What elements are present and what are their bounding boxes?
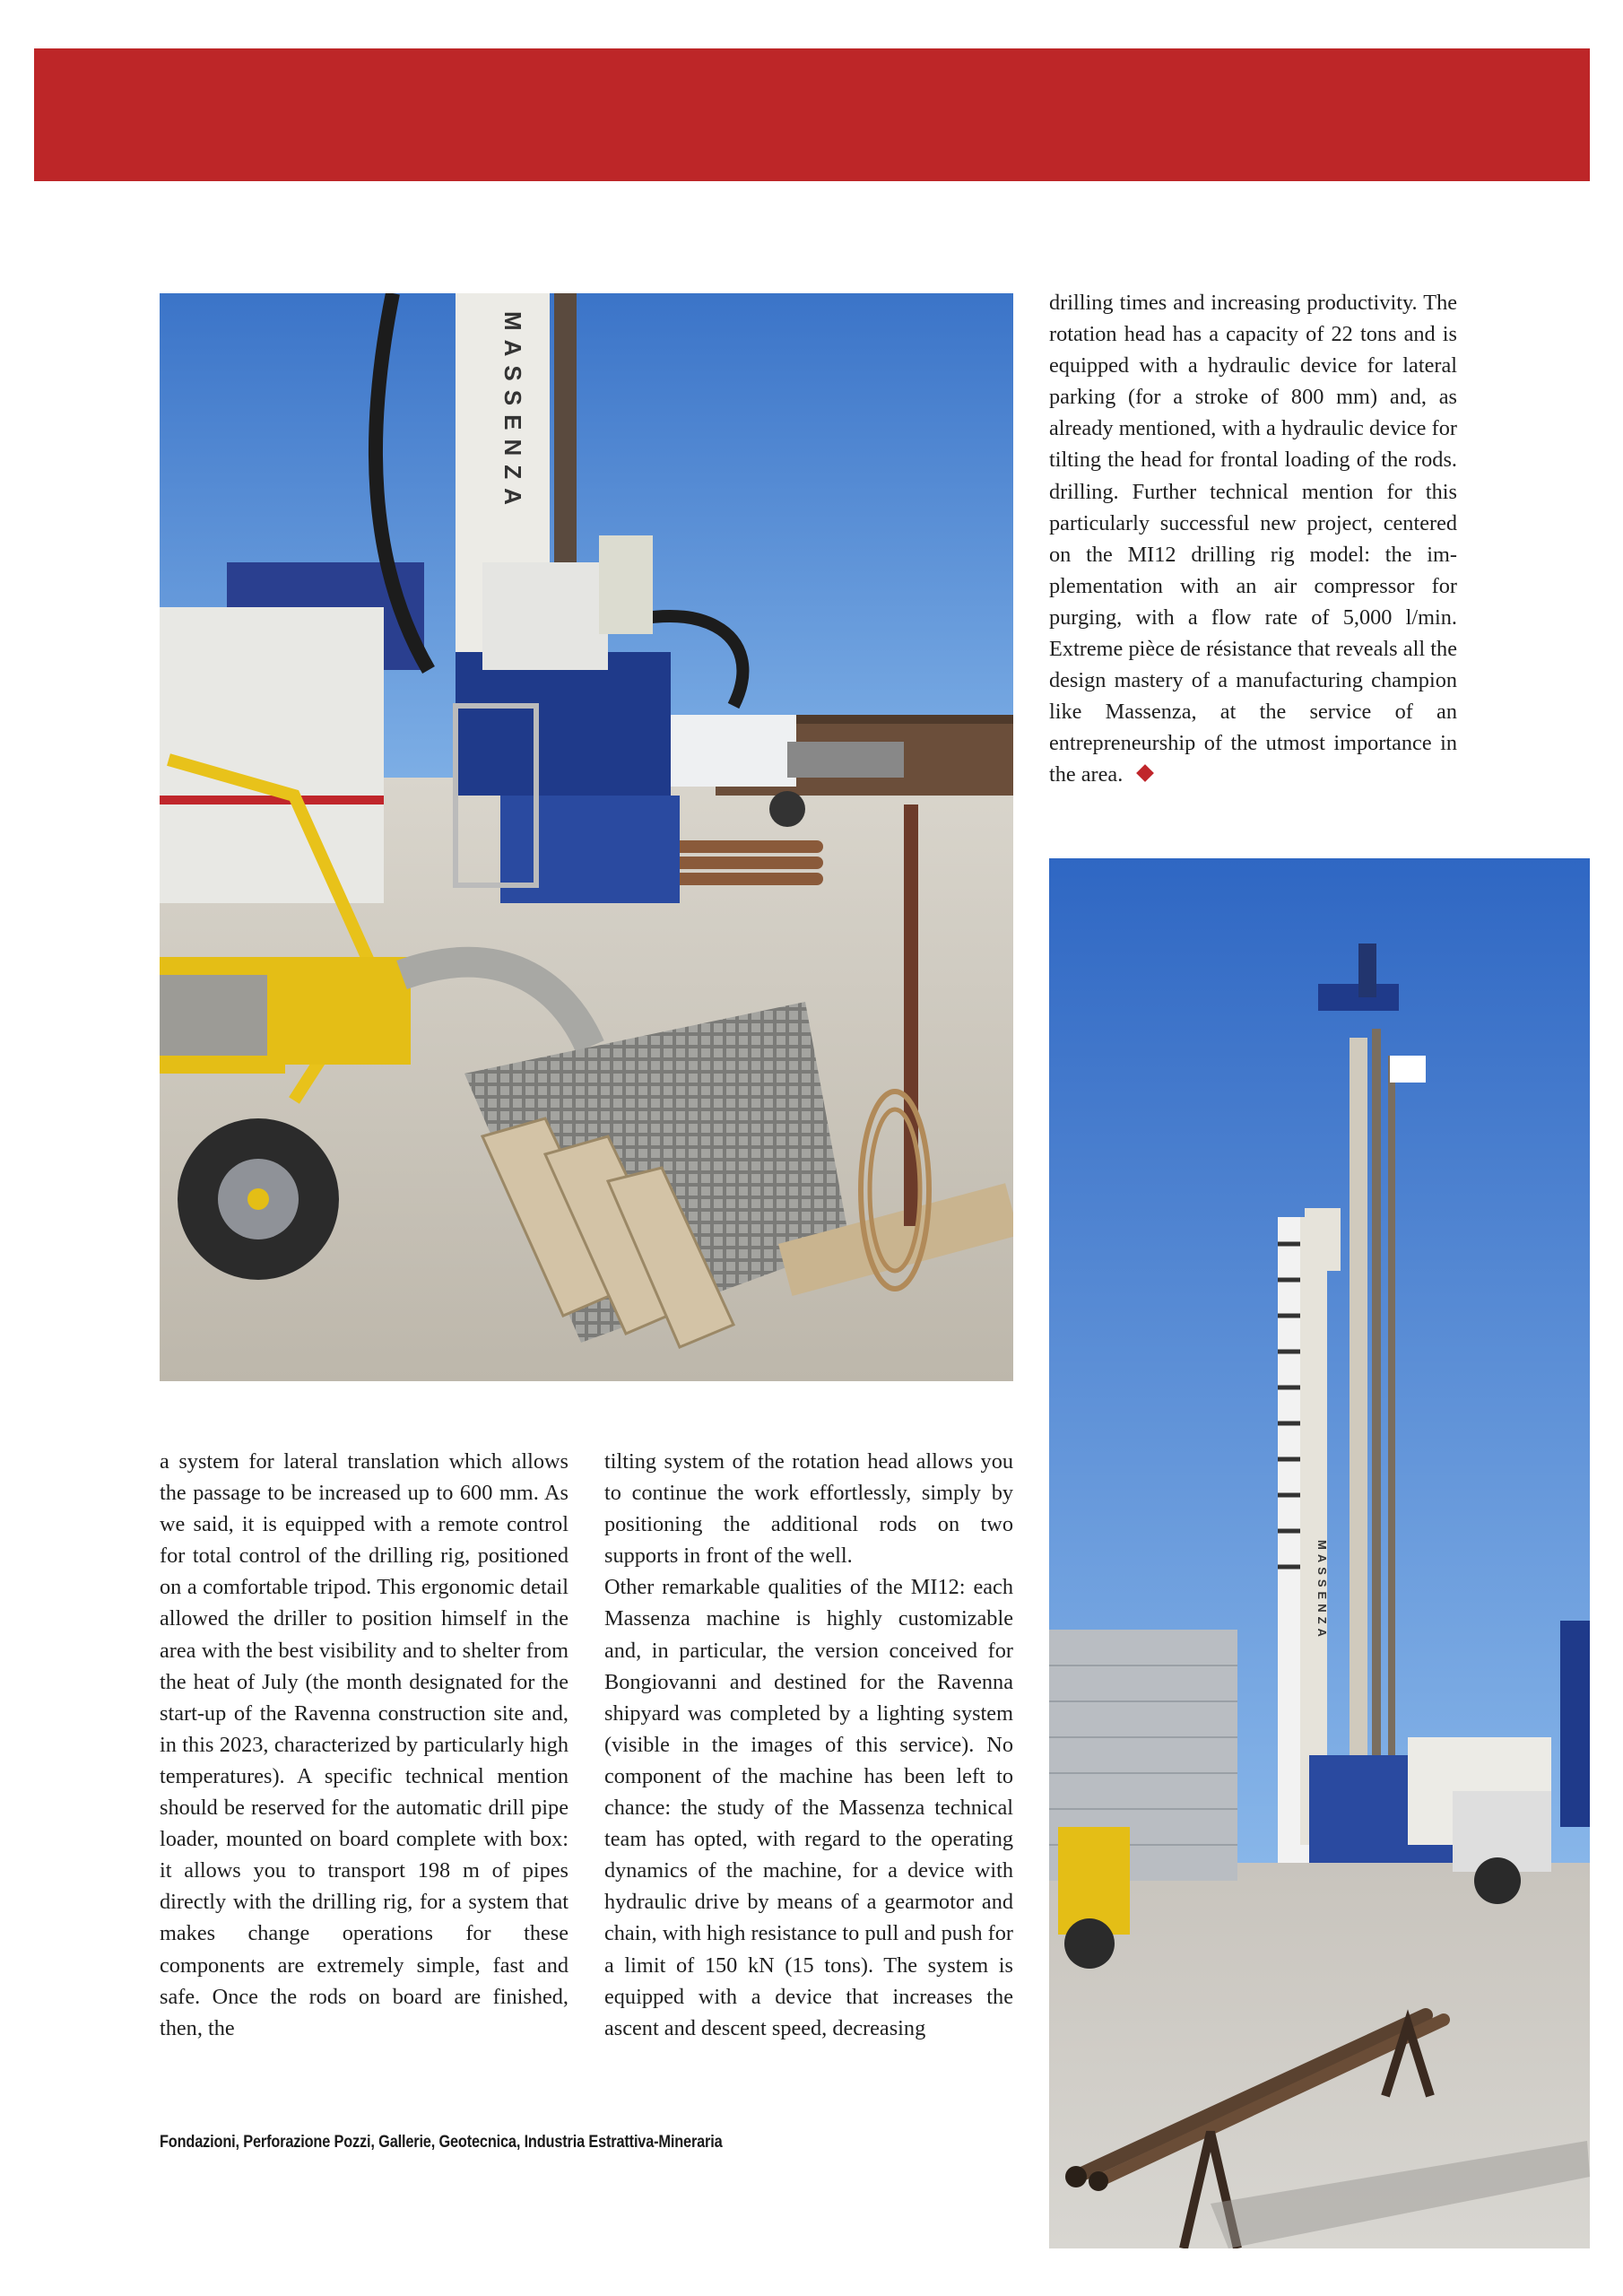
diamond-end-icon bbox=[1136, 765, 1154, 783]
article-paragraph: a system for lateral translation which allows the passage to be increased up to 600 mm. As we said, it is equipped with a remote control for total control of the drilling rig, positioned on a comfortable tripod. This ergonomic detail allowed the driller to position himself in the area with the best visibility and to shelter from the heat of July (the month designated for the start-up of the Ravenna construction site and, in this 2023, characterized by particularly high temperatures). A specific technical mention should be reserved for the automatic drill pipe loader, mounted on board complete with box: it allows you to transport 198 m of pipes directly with the drilling rig, for a system that makes change operations for these components are extremely simple, fast and safe. Once the rods on board are finished, then, the bbox=[160, 1449, 568, 2040]
footer-section-list: Fondazioni, Perforazione Pozzi, Gallerie, Geotecnica, Industria Estrattiva-Mineraria bbox=[160, 2133, 723, 2152]
drilling-rig-mast-image bbox=[1049, 858, 1590, 2248]
article-column-middle bbox=[604, 1446, 1013, 2044]
svg-text:MASSENZA: MASSENZA bbox=[499, 311, 526, 514]
article-paragraph bbox=[1049, 287, 1457, 791]
article-paragraph-text: drilling times and increasing productivity. The rotation head has a capacity of 22 tons and is equipped with a hydraulic device for lateral parking (for a stroke of 800 mm) and, as already mentioned, with a hydraulic device for tilting the head for frontal loading of the rods. drilling. Further technical mention for this particularly successful new project, centered on the MI12 drilling rig model: the implementation with an air compressor for purging, with a flow rate of 5,000 l/min. Extreme pièce de résistance that reveals all the design mastery of a manufacturing champion like Massenza, at the service of an entrepreneurship of the utmost importance in the area. bbox=[1049, 291, 1457, 787]
drilling-rig-closeup-photo bbox=[160, 293, 1013, 1381]
article-column-right bbox=[1049, 287, 1457, 791]
drilling-rig-mast-photo bbox=[1049, 858, 1590, 2248]
article-column-left bbox=[160, 1446, 568, 2044]
article-paragraph: tilting system of the rotation head allows you to continue the work effortlessly, simply by positioning the additional rods on two supports in front of the well. bbox=[604, 1449, 1013, 1569]
article-paragraph: Other remarkable qualities of the MI12: each Massenza machine is highly customizable and, in particular, the version conceived for Bongiovanni and destined for the Ravenna shipyard was completed by a lighting system (visible in the images of this service). No component of the machine has been left to chance: the study of the Massenza technical team has opted, with regard to the operating dynamics of the machine, for a device with hydraulic drive by means of a gearmotor and chain, with high resistance to pull and push for a limit of 150 kN (15 tons). The system is equipped with a device that increases the ascent and descent speed, decreasing bbox=[604, 1575, 1013, 2040]
header-color-band bbox=[34, 48, 1590, 181]
drilling-rig-closeup-image bbox=[160, 293, 1013, 1381]
svg-text:MASSENZA: MASSENZA bbox=[1315, 1540, 1329, 1641]
